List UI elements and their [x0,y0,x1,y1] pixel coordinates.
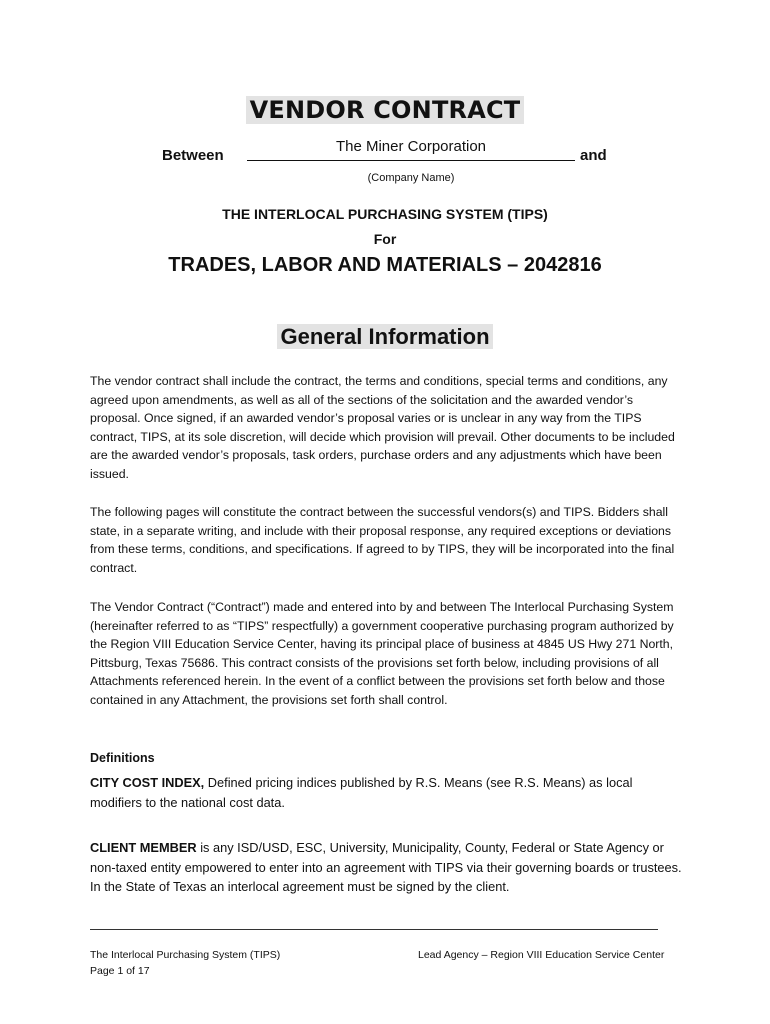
footer-org-name: The Interlocal Purchasing System (TIPS) [90,949,281,961]
definition-city-cost-index [90,773,686,812]
between-label: Between [162,147,224,164]
definition-client-member [90,838,686,897]
paragraph-contract-parties: The Vendor Contract (“Contract”) made and entered into by and between The Interlocal Purchasing System (hereinafter referred to as “TIPS” respectfully) a government cooperative purchasing program authorized by the Region VIII Education Service Center, having its principal place of business at 4845 US Hwy 271 North, Pittsburg, Texas 75686. This contract consists of the provisions set forth below, including provisions of all Attachments referenced herein. In the event of a conflict between the provisions set forth below and those contained in any Attachment, the provisions set forth shall control. [90,600,674,707]
definition-term: CLIENT MEMBER [90,840,197,855]
definition-text: is any ISD/USD, ESC, University, Municipality, County, Federal or State Agency or non-taxed entity empowered to enter into an agreement with TIPS via their governing boards or trustees. In the State of Texas an interlocal agreement must be signed by the client. [90,840,682,894]
footer-page-number: Page 1 of 17 [90,965,150,977]
parties-row [0,136,770,176]
definition-text: Defined pricing indices published by R.S. Means (see R.S. Means) as local modifiers to the national cost data. [90,775,633,810]
tips-title: THE INTERLOCAL PURCHASING SYSTEM (TIPS) [222,206,548,222]
general-information-heading [0,324,770,350]
footer-divider [90,929,658,930]
company-name-caption: (Company Name) [367,172,455,184]
general-information-heading-text: General Information [277,324,492,349]
and-label: and [580,147,607,164]
footer-left [90,947,280,979]
definition-term: CITY COST INDEX, [90,775,205,790]
paragraph-vendor-contract-scope: The vendor contract shall include the contract, the terms and conditions, special terms and conditions, any agreed upon amendments, as well as all of the sections of the solicitation and the awarded vendor’s proposal. Once signed, if an awarded vendor’s proposal varies or is unclear in any way from the TIPS contract, TIPS, at its sole discretion, will decide which provision will prevail. Other documents to be included are the awarded vendor’s proposals, task orders, purchase orders and any adjustments which have been issued. [90,374,675,481]
footer-lead-agency: Lead Agency – Region VIII Education Service Center [418,949,665,961]
contract-title: TRADES, LABOR AND MATERIALS – 2042816 [168,254,602,276]
document-title-text: VENDOR CONTRACT [246,96,525,124]
paragraph-contract-pages: The following pages will constitute the contract between the successful vendors(s) and TIPS. Bidders shall state, in a separate writing, and include with their proposal response, any required exceptions or deviations from these terms, conditions, and specifications. If agreed to by TIPS, they will be incorporated into the final contract. [90,505,675,575]
for-label: For [373,231,397,247]
definitions-heading: Definitions [90,751,155,765]
document-title [0,96,770,124]
company-name-field: The Miner Corporation [247,138,575,161]
